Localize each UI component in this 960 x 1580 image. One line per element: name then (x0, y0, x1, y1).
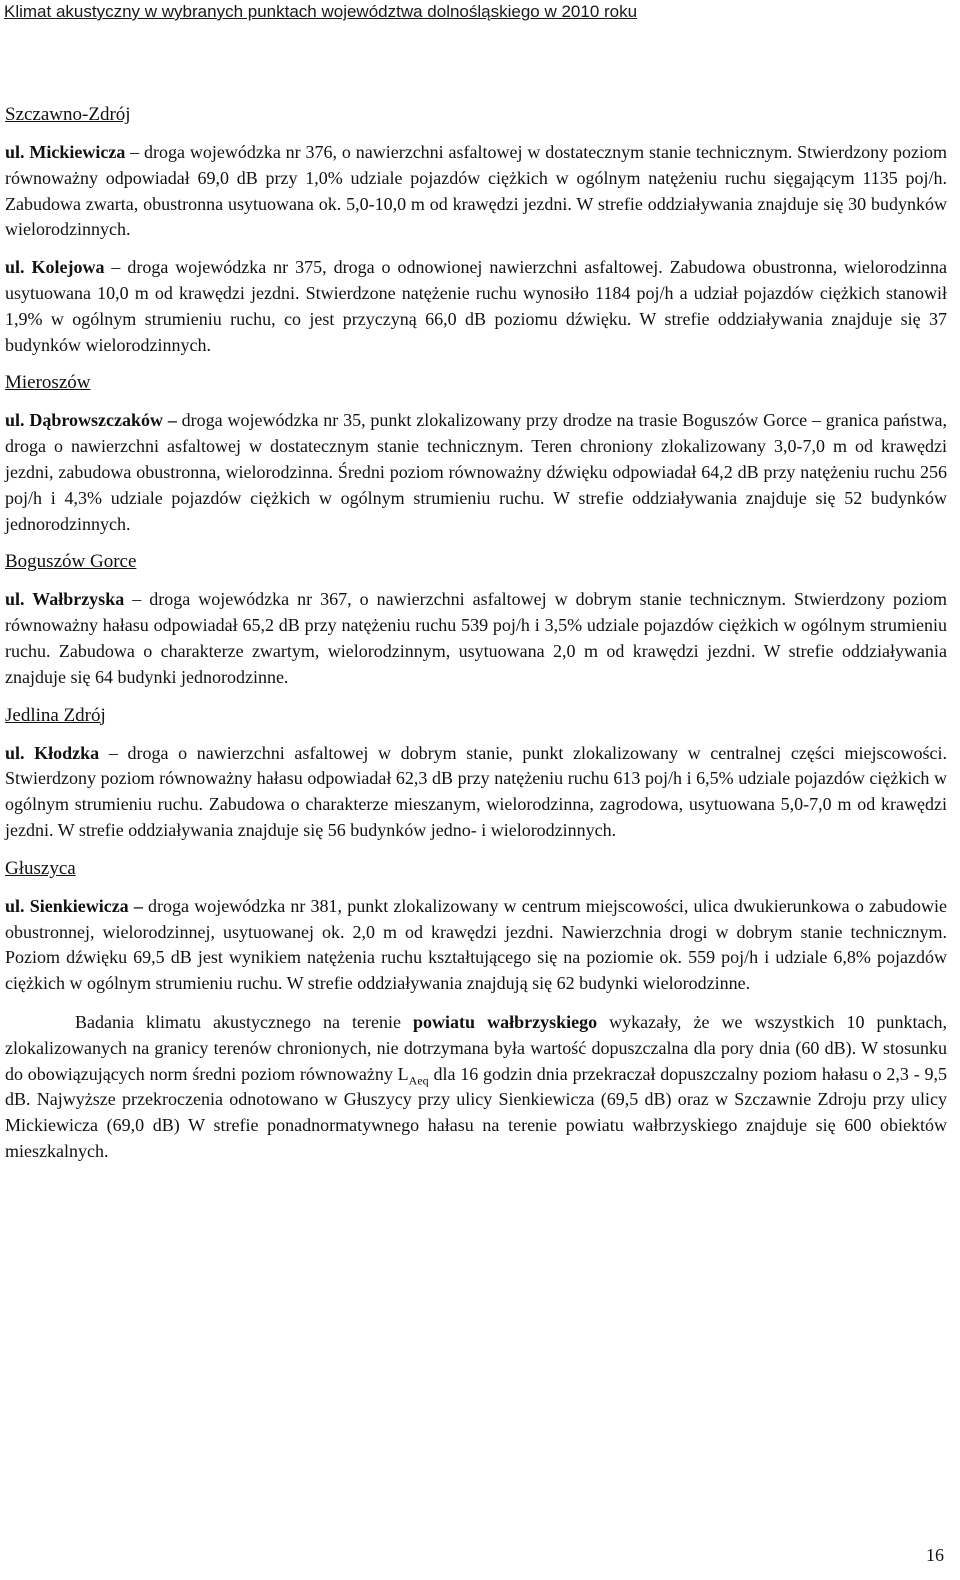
section-title: Szczawno-Zdrój (5, 104, 131, 125)
street-name: ul. Kolejowa (5, 257, 105, 278)
paragraph (5, 741, 947, 844)
section-title: Boguszów Gorce (5, 551, 137, 573)
summary-paragraph (5, 1010, 947, 1165)
street-name: ul. Mickiewicza (5, 142, 126, 162)
page-number: 16 (926, 1545, 944, 1565)
street-name: ul. Wałbrzyska (5, 589, 125, 610)
summary-text: dla 16 godzin dnia przekraczał dopuszczalny poziom hałasu o 2,3 - 9,5 dB. Najwyższe przekroczenia odnotowano w Głuszycy przy ulicy Sienkiewicza (69,5 dB) oraz w Szczawnie Zdroju przy ulicy Mickiewicza (69,0 dB) W strefie ponadnormatywnego hałasu na terenie powiatu wałbrzyskiego znajduje się 600 obiektów mieszkalnych. (5, 1063, 948, 1161)
paragraph-text: – droga o nawierzchni asfaltowej w dobrym stanie, punkt zlokalizowany w centralnej części miejscowości. Stwierdzony poziom równoważny hałasu odpowiadał 62,3 dB przy natężeniu ruchu 613 poj/h i 6,5% udziale pojazdów ciężkich w ogólnym strumieniu ruchu. Zabudowa o charakterze mieszanym, wielorodzinna, zagrodowa, usytuowana 5,0-7,0 m od krawędzi jezdni. W strefie oddziaływania znajduje się 56 budynków jedno- i wielorodzinnych. (5, 742, 947, 840)
street-name: ul. Kłodzka (5, 742, 100, 763)
paragraph-text: droga wojewódzka nr 35, punkt zlokalizowany przy drodze na trasie Boguszów Gorce – granica państwa, droga o nawierzchni asfaltowej w dostatecznym stanie technicznym. Teren chroniony zlokalizowany 3,0-7,0 m od krawędzi jezdni, zabudowa obustronna, wielorodzinna. Średni poziom równoważny dźwięku odpowiadał 64,2 dB przy natężeniu ruchu 256 poj/h i 4,3% udziale pojazdów ciężkich w ogólnym strumieniu ruchu. W strefie oddziaływania znajduje się 52 budynków jednorodzinnych. (5, 410, 947, 534)
summary-text: wykazały, że we wszystkich 10 punktach, zlokalizowanych na granicy terenów chronionych, nie dotrzymana była wartość dopuszczalna dla pory dnia (60 dB). W stosunku do obowiązujących norm średni poziom równoważny L (5, 1011, 948, 1084)
section-title: Mieroszów (5, 372, 91, 394)
summary-text: Badania klimatu akustycznego na terenie (75, 1011, 414, 1032)
street-name: ul. Dąbrowszczaków – (5, 410, 177, 431)
paragraph-text: – droga wojewódzka nr 375, droga o odnowionej nawierzchni asfaltowej. Zabudowa obustronna, wielorodzinna usytuowana 10,0 m od krawędzi jezdni. Stwierdzone natężenie ruchu wynosiło 1184 poj/h a udział pojazdów ciężkich stanowił 1,9% w ogólnym strumieniu ruchu, co jest przyczyną 66,0 dB poziomu dźwięku. W strefie oddziaływania znajduje się 37 budynków wielorodzinnych. (5, 257, 948, 355)
paragraph (5, 408, 947, 537)
document-body (5, 102, 947, 1165)
paragraph-text: – droga wojewódzka nr 376, o nawierzchni asfaltowej w dostatecznym stanie technicznym. Stwierdzony poziom równoważny odpowiadał 69,0 dB przy 1,0% udziale pojazdów ciężkich w ogólnym natężeniu ruchu sięgającym 1135 poj/h. Zabudowa zwarta, obustronna usytuowana ok. 5,0-10,0 m od krawędzi jezdni. W strefie oddziaływania znajduje się 30 budynków wielorodzinnych. (5, 142, 947, 240)
paragraph-text: – droga wojewódzka nr 367, o nawierzchni asfaltowej w dobrym stanie technicznym. Stwierdzony poziom równoważny hałasu odpowiadał 65,2 dB przy natężeniu ruchu 539 poj/h i 3,5% udziale pojazdów ciężkich w ogólnym strumieniu ruchu. Zabudowa o charakterze zwartym, wielorodzinnym, usytuowana 2,0 m od krawędzi jezdni. W strefie oddziaływania znajduje się 64 budynki jednorodzinne. (5, 589, 947, 687)
paragraph (5, 894, 947, 997)
section-mieroszow (5, 370, 947, 537)
section-szczawno-zdroj (5, 102, 947, 358)
paragraph (5, 255, 947, 358)
running-header: Klimat akustyczny w wybranych punktach województwa dolnośląskiego w 2010 roku (4, 2, 638, 21)
section-jedlina-zdroj (5, 703, 947, 844)
section-title: Jedlina Zdrój (5, 704, 106, 726)
street-name: ul. Sienkiewicza – (5, 895, 143, 916)
summary-bold-text: powiatu wałbrzyskiego (413, 1011, 598, 1032)
paragraph-text: droga wojewódzka nr 381, punkt zlokalizowany w centrum miejscowości, ulica dwukierunkowa o zabudowie obustronnej, wielorodzinnej, usytuowanej ok. 2,0 m od krawędzi jezdni. Nawierzchnia drogi w dobrym stanie technicznym. Poziom dźwięku 69,5 dB jest wynikiem natężenia ruchu kształtującego się na poziomie ok. 559 poj/h i udziale 6,8% pojazdów ciężkich w ogólnym strumieniu ruchu. W strefie oddziaływania znajdują się 62 budynki wielorodzinne. (5, 895, 947, 994)
paragraph (5, 140, 947, 243)
paragraph (5, 587, 947, 690)
section-title: Głuszyca (5, 857, 76, 879)
summary-subscript: Aeq (408, 1073, 429, 1088)
section-gluszyca (5, 856, 947, 997)
section-boguszow-gorce (5, 549, 947, 690)
